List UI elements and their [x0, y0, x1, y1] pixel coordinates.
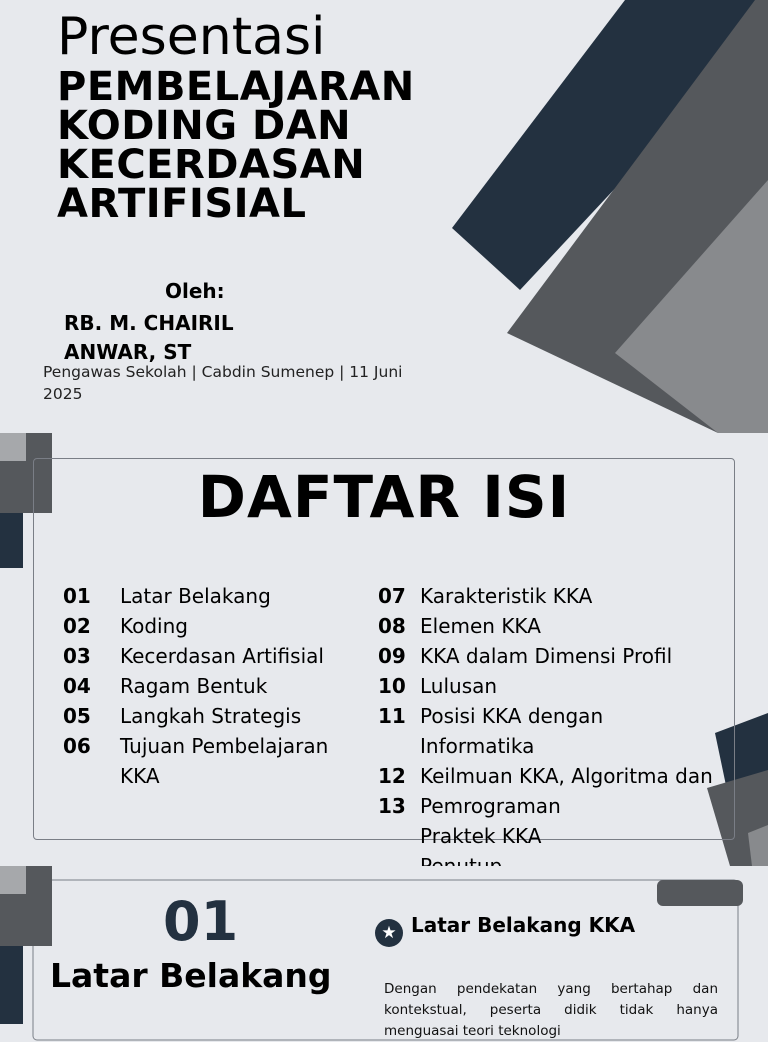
toc-item[interactable]	[378, 641, 713, 671]
toc-label: Keilmuan KKA, Algoritma dan	[420, 764, 713, 788]
toc-label: Kecerdasan Artifisial	[120, 644, 324, 668]
toc-label: Karakteristik KKA	[420, 584, 593, 608]
toc-item[interactable]	[378, 701, 713, 731]
toc-title: DAFTAR ISI	[197, 463, 571, 531]
toc-number: 01	[63, 584, 91, 608]
meta-info: Pengawas Sekolah | Cabdin Sumenep | 11 Juni 2025	[43, 363, 403, 403]
cover-slide	[0, 0, 768, 433]
toc-item[interactable]	[378, 611, 713, 641]
toc-number: 13	[378, 794, 406, 818]
toc-slide	[0, 433, 768, 866]
title-main: PEMBELAJARAN KODING DAN KECERDASAN ARTIFISIAL	[57, 64, 415, 227]
toc-label: Elemen KKA	[420, 614, 541, 638]
corner-light	[0, 866, 26, 894]
toc-label: Praktek KKA	[420, 824, 542, 848]
section-title: Latar Belakang	[50, 956, 332, 995]
top-right-pill	[657, 880, 743, 906]
corner-navy	[0, 941, 23, 1024]
toc-label: Informatika	[420, 734, 535, 758]
toc-number: 07	[378, 584, 406, 608]
section-subtitle: Latar Belakang KKA	[411, 913, 636, 937]
section-number: 01	[163, 890, 239, 953]
by-label: Oleh:	[165, 279, 225, 303]
toc-item[interactable]	[378, 791, 713, 821]
toc-label: KKA dalam Dimensi Profil	[420, 644, 673, 668]
toc-item[interactable]	[63, 701, 328, 731]
toc-item[interactable]	[63, 611, 328, 641]
toc-item[interactable]	[378, 581, 713, 611]
toc-right-column	[378, 581, 713, 881]
toc-number: 04	[63, 674, 91, 698]
toc-label: Latar Belakang	[120, 584, 271, 608]
toc-number: 02	[63, 614, 91, 638]
toc-label: Tujuan Pembelajaran	[120, 734, 329, 758]
toc-left-column	[63, 581, 328, 791]
toc-number: 06	[63, 734, 91, 758]
toc-label: Ragam Bentuk	[120, 674, 268, 698]
toc-item[interactable]	[63, 731, 328, 761]
toc-item[interactable]	[63, 581, 328, 611]
toc-item[interactable]	[378, 761, 713, 791]
toc-item[interactable]	[378, 671, 713, 701]
section-slide	[0, 866, 768, 1039]
toc-number	[378, 821, 420, 851]
toc-number	[378, 731, 420, 761]
toc-label: Pemrograman	[420, 794, 561, 818]
toc-number	[63, 761, 120, 791]
toc-label: Posisi KKA dengan	[420, 704, 604, 728]
title-presentasi: Presentasi	[57, 7, 326, 67]
section-paragraph: Dengan pendekatan yang bertahap dan kontekstual, peserta didik tidak hanya menguasai teori teknologi	[384, 981, 718, 1039]
toc-number: 03	[63, 644, 91, 668]
toc-label: Langkah Strategis	[120, 704, 302, 728]
toc-item-continued	[63, 761, 328, 791]
toc-label: KKA	[120, 764, 160, 788]
toc-item-continued	[378, 821, 713, 851]
toc-number: 09	[378, 644, 406, 668]
author-name: RB. M. CHAIRIL ANWAR, ST	[64, 311, 234, 364]
star-icon: ★	[375, 919, 403, 947]
corner-light	[0, 433, 26, 461]
toc-number: 10	[378, 674, 406, 698]
toc-item[interactable]	[63, 671, 328, 701]
toc-item[interactable]	[63, 641, 328, 671]
toc-number: 05	[63, 704, 91, 728]
toc-number: 11	[378, 704, 406, 728]
toc-number: 12	[378, 764, 406, 788]
toc-label: Lulusan	[420, 674, 498, 698]
toc-number: 08	[378, 614, 406, 638]
toc-item-continued	[378, 731, 713, 761]
toc-label: Koding	[120, 614, 188, 638]
